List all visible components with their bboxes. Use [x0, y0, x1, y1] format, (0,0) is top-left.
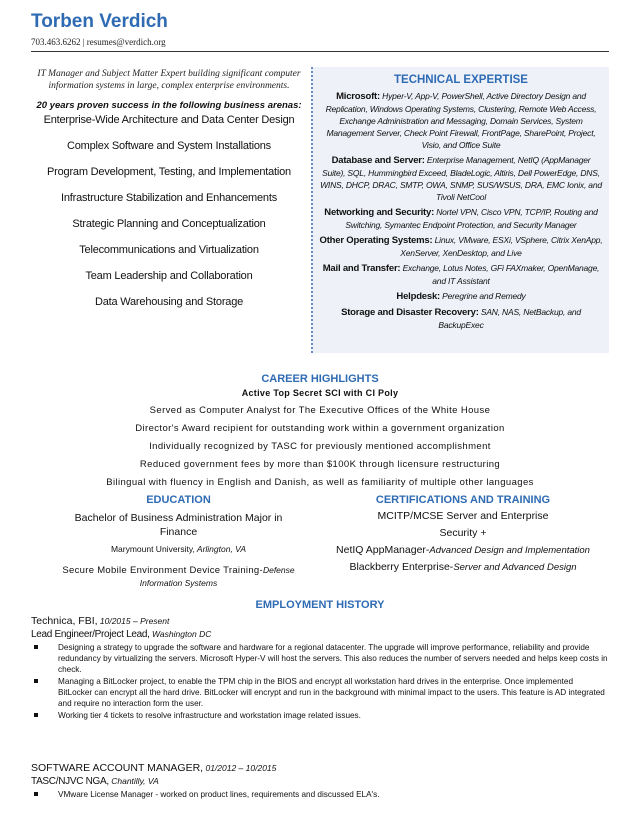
tech-detail: Peregrine and Remedy — [440, 291, 526, 301]
candidate-name: Torben Verdich — [31, 11, 168, 32]
business-area: Enterprise-Wide Architecture and Data Center Design — [43, 114, 295, 126]
tech-detail: Exchange, Lotus Notes, GFi FAXmaker, OpenManage, and IT Assistant — [400, 263, 600, 286]
certification: MCITP/MCSE Server and Enterprise — [377, 510, 549, 522]
business-area: Program Development, Testing, and Implementation — [47, 166, 291, 178]
job-dates: 10/2015 – Present — [97, 616, 170, 626]
career-highlight: Reduced government fees by more than $100K through licensure restructuring — [139, 459, 501, 470]
career-highlights-title: CAREER HIGHLIGHTS — [261, 373, 379, 385]
tech-label: Networking and Security: — [324, 207, 435, 218]
header-divider — [31, 51, 609, 52]
tech-block-other-os — [319, 234, 603, 259]
role-title: TASC/NJVC NGA, — [31, 776, 109, 787]
job-bullet — [31, 710, 609, 721]
career-highlights-section — [31, 373, 609, 492]
tech-detail: Hyper-V, App-V, PowerShell, Active Directory Design and Replication, Windows Operating Systems, Clustering, Remote Web Access, Exchange Administration and Messaging, Domain Services, System Management Server, Check Point Firewall, FrontPage, SharePoint, Project, Visio, and Office Suite — [325, 91, 597, 150]
tech-label: Database and Server: — [331, 155, 425, 166]
employment-section — [31, 599, 609, 722]
tech-label: Other Operating Systems: — [319, 235, 433, 246]
square-bullet-icon — [34, 713, 38, 717]
tech-label: Storage and Disaster Recovery: — [341, 307, 479, 318]
bullet-text: Managing a BitLocker project, to enable the TPM chip in the BIOS and encrypt all workstation hard drives in the enterprise. Once implemented BitLocker can encrypt all the hard drive. BitLocker will encrypt and run in the background with minimal impact to the users. This feature is AD integrated and require no interaction form the user. — [58, 677, 605, 708]
tech-block-networking — [319, 206, 603, 231]
job-dates: 01/2012 – 10/2015 — [203, 763, 277, 773]
certification-name: Blackberry Enterprise- — [349, 561, 454, 573]
tech-detail: SAN, NAS, NetBackup, and BackupExec — [438, 307, 581, 330]
career-highlight: Served as Computer Analyst for The Executive Offices of the White House — [149, 405, 491, 416]
certification: Security + — [439, 527, 487, 539]
training — [56, 564, 301, 590]
business-area: Infrastructure Stabilization and Enhancements — [60, 192, 278, 204]
employment-title: EMPLOYMENT HISTORY — [255, 599, 385, 611]
tech-label: Mail and Transfer: — [322, 263, 401, 274]
training-detail: Defense Information Systems — [139, 565, 295, 588]
tech-block-helpdesk — [319, 290, 603, 303]
certifications-section — [318, 494, 608, 576]
training-name: Secure Mobile Environment Device Training- — [62, 565, 263, 576]
business-areas-list — [34, 114, 304, 322]
tech-block-database — [319, 154, 603, 203]
bullet-text: VMware License Manager - worked on product lines, requirements and discussed ELA's. — [58, 790, 380, 799]
certification-detail: Server and Advanced Design — [453, 562, 577, 573]
school-location: Arlington, VA — [194, 544, 247, 554]
role-title: Lead Engineer/Project Lead, — [31, 629, 150, 640]
career-highlights-list — [31, 402, 609, 492]
certification — [318, 542, 608, 559]
school — [56, 544, 301, 554]
job-bullet — [31, 789, 609, 800]
business-area: Data Warehousing and Storage — [94, 296, 244, 308]
job-bullets — [31, 789, 609, 800]
job-role — [31, 628, 609, 641]
business-area: Strategic Planning and Conceptualization — [72, 218, 266, 230]
tech-label: Microsoft: — [336, 91, 380, 102]
job-bullet — [31, 676, 609, 709]
job-bullet — [31, 642, 609, 675]
square-bullet-icon — [34, 679, 38, 683]
certification-name: NetIQ AppManager- — [336, 544, 430, 556]
career-highlight: Individually recognized by TASC for previously mentioned accomplishment — [149, 441, 491, 452]
bullet-text: Working tier 4 tickets to resolve infrastructure and workstation image related issues. — [58, 711, 361, 720]
job-location: Chantilly, VA — [108, 776, 159, 786]
square-bullet-icon — [34, 645, 38, 649]
tech-block-mail — [319, 262, 603, 287]
certification — [318, 559, 608, 576]
summary-section — [34, 68, 304, 322]
tech-block-microsoft — [319, 90, 603, 151]
tech-detail: Nortel VPN, Cisco VPN, TCP/IP, Routing and Switching, Symantec Endpoint Protection, and Security Manager — [345, 207, 598, 230]
tech-label: Helpdesk: — [396, 291, 441, 302]
summary-intro: IT Manager and Subject Matter Expert building significant computer information systems in large, complex enterprise environments. — [37, 69, 301, 91]
job-entry-tasc — [31, 761, 609, 801]
career-highlight: Director's Award recipient for outstanding work within a government organization — [135, 423, 505, 434]
job-role — [31, 775, 609, 788]
technical-expertise-box — [311, 67, 609, 353]
certifications-title: CERTIFICATIONS AND TRAINING — [375, 494, 551, 506]
summary-proven: 20 years proven success in the following business arenas: — [36, 100, 302, 111]
business-area: Telecommunications and Virtualization — [79, 244, 259, 256]
certification-detail: Advanced Design and Implementation — [429, 545, 590, 556]
tech-detail: Linux, VMware, ESXi, VSphere, Citrix XenApp, XenServer, XenDesktop, and Live — [400, 235, 603, 258]
business-area: Complex Software and System Installations — [67, 140, 271, 152]
clearance-line: Active Top Secret SCI with CI Poly — [241, 388, 399, 398]
business-area: Team Leadership and Collaboration — [85, 270, 253, 282]
technical-expertise-title: TECHNICAL EXPERTISE — [394, 74, 528, 86]
degree: Bachelor of Business Administration Major in Finance — [74, 512, 283, 538]
square-bullet-icon — [34, 792, 38, 796]
company-name: SOFTWARE ACCOUNT MANAGER, — [31, 762, 204, 774]
bullet-text: Designing a strategy to upgrade the software and hardware for a regional datacenter. The upgrade will improve performance, reliability and provide redundancy by virtualizing the servers. Microsoft Hyper-V will host the servers. This also reduces the number of servers needed and helps keep costs in check. — [58, 643, 608, 674]
contact-info: 703.463.6262 | resumes@verdich.org — [31, 37, 166, 47]
job-company — [31, 614, 609, 628]
job-location: Washington DC — [149, 629, 212, 639]
job-bullets — [31, 642, 609, 721]
education-title: EDUCATION — [146, 494, 211, 506]
job-company — [31, 761, 609, 775]
education-section — [56, 494, 301, 590]
career-highlight: Bilingual with fluency in English and Danish, as well as familiarity of multiple other languages — [106, 477, 534, 488]
tech-detail: Enterprise Management, NetIQ (AppManager Suite), SQL, Hummingbird Exceed, BladeLogic, Altiris, Dell PowerEdge, DNS, WINS, DHCP, DRAC, SMTP, OWA, SNMP, SUS/WSUS, DRA, EMC Ionix, and Tivoli NetCool — [320, 155, 602, 202]
tech-block-storage — [319, 306, 603, 331]
school-name: Marymount University, — [110, 544, 195, 554]
company-name: Technica, FBI, — [31, 615, 98, 627]
